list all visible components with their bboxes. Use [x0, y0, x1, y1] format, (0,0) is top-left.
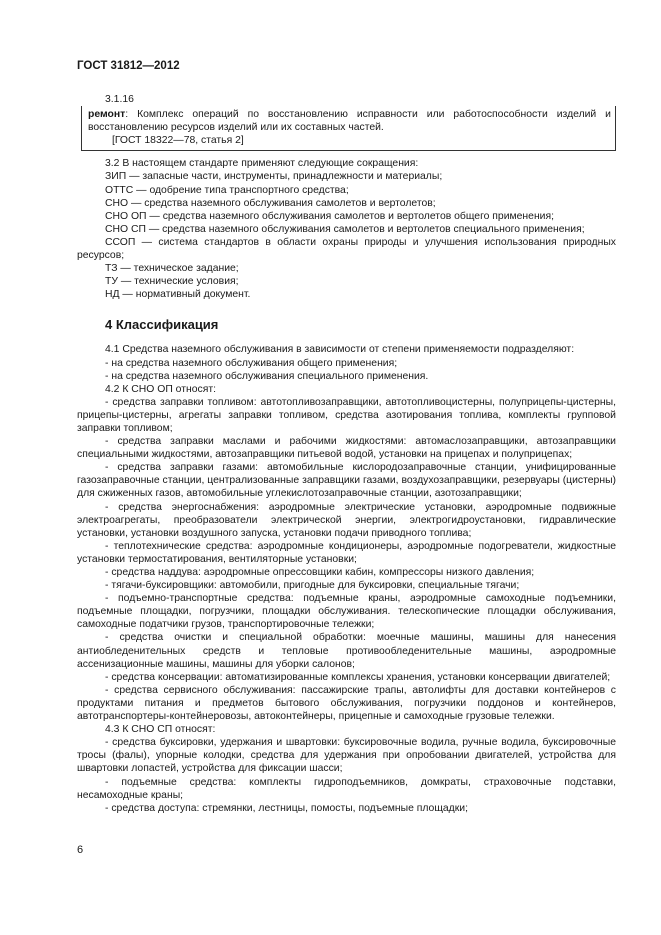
abbreviation-item: ССОП — система стандартов в области охраны природы и улучшения использования природных ресурсов;	[77, 236, 616, 262]
list-item: - средства очистки и специальной обработки: моечные машины, машины для нанесения антиобледенительных средств и тепловые противообледенительные машины, аэродромные ассенизационные машины, машины для уборки салонов;	[77, 632, 616, 670]
list-item: - подъемные средства: комплекты гидроподъемников, домкраты, страховочные подставки, несамоходные краны;	[77, 776, 616, 801]
abbreviation-item: ЗИП — запасные части, инструменты, принадлежности и материалы;	[105, 171, 443, 183]
list-item: - средства сервисного обслуживания: пассажирские трапы, автолифты для доставки контейнеров с продуктами питания и предметов бытового обслуживания, погрузчики поддонов и контейнеров, автотранспортеры-контейнеровозы, автоконтейнеры, прицепные и самоходные грузовые тележки.	[77, 684, 616, 723]
clause-4-1-list	[77, 357, 616, 383]
list-item: - средства буксировки, удержания и швартовки: буксировочные водила, ручные водила, буксировочные тросы (фалы), упорные колодки, средства для удержания при опробовании двигателей, устройства для швартовки лопастей, устройства для фиксации шасси;	[77, 737, 616, 775]
clause-4-2: 4.2 К СНО ОП относят:	[105, 383, 216, 395]
term-definition-text: : Комплекс операций по восстановлению исправности или работоспособности изделий и восстановлению ресурсов изделий или их составных частей.	[88, 109, 611, 134]
list-item: - подъемно-транспортные средства: подъемные краны, аэродромные самоходные подъемники, подъемные площадки, погрузчики, площадки обслуживания. телескопические площадки обслуживания, самоходные податчики грузов, транспортировочные тележки;	[77, 593, 616, 631]
list-item: - средства доступа: стремянки, лестницы, помосты, подъемные площадки;	[105, 802, 468, 814]
list-item: - на средства наземного обслуживания специального применения.	[105, 370, 429, 382]
abbreviation-item: СНО ОП — средства наземного обслуживания самолетов и вертолетов общего применения;	[105, 210, 554, 222]
abbreviation-item: НД — нормативный документ.	[105, 289, 251, 301]
term-definition-box	[81, 106, 616, 151]
clause-4-1: 4.1 Средства наземного обслуживания в зависимости от степени применяемости подразделяют:	[105, 344, 575, 356]
document-header: ГОСТ 31812—2012	[77, 60, 180, 72]
clause-4-3: 4.3 К СНО СП относят:	[105, 724, 216, 736]
page-content	[77, 93, 616, 815]
term-definition	[88, 108, 611, 134]
term-reference: [ГОСТ 18322—78, статья 2]	[112, 135, 244, 147]
abbreviations-intro: 3.2 В настоящем стандарте применяют следующие сокращения:	[105, 158, 419, 170]
abbreviation-item: ТУ — технические условия;	[105, 276, 239, 288]
list-item: - тягачи-буксировщики: автомобили, пригодные для буксировки, специальные тягачи;	[105, 580, 520, 592]
clause-4-2-list	[77, 396, 616, 723]
abbreviation-item: СНО СП — средства наземного обслуживания самолетов и вертолетов специального применения;	[105, 223, 585, 235]
list-item: - средства заправки маслами и рабочими жидкостями: автомаслозаправщики, автозаправщики специальными жидкостями, автозаправщики питьевой водой, установки на прицепах и полуприцепах;	[77, 436, 616, 461]
abbreviation-item: ОТТС — одобрение типа транспортного средства;	[105, 184, 349, 196]
abbreviation-item: ТЗ — техническое задание;	[105, 263, 239, 275]
list-item: - средства заправки газами: автомобильные кислородозаправочные станции, унифицированные газозаправочные станции, централизованные заправщики газами, воздухозаправщики, резервуары (цистерны) для сжиженных газов, автомобильные углекислотозаправочные станции, азотозаправщики;	[77, 462, 616, 500]
list-item: - средства наддува: аэродромные опрессовщики кабин, компрессоры низкого давления;	[105, 567, 535, 578]
list-item: - средства консервации: автоматизированные комплексы хранения, установки консервации двигателей;	[105, 671, 611, 683]
page-number: 6	[77, 844, 84, 856]
term-name: ремонт	[88, 109, 126, 121]
list-item: - средства энергоснабжения: аэродромные электрические установки, аэродромные подвижные электроагрегаты, преобразователи электрической энергии, электрогидроустановки, гидравлические установки, установки воздушного запуска, установки подачи приводного топлива;	[77, 501, 616, 539]
abbreviation-item: СНО — средства наземного обслуживания самолетов и вертолетов;	[105, 197, 436, 209]
list-item: - на средства наземного обслуживания общего применения;	[105, 357, 398, 369]
term-number: 3.1.16	[105, 94, 134, 105]
list-item: - теплотехнические средства: аэродромные кондиционеры, аэродромные подогреватели, жидкостные установки термостатирования, вентиляторные установки;	[77, 540, 616, 565]
section-heading: 4 Классификация	[105, 317, 219, 333]
list-item: - средства заправки топливом: автотопливозаправщики, автотопливоцистерны, полуприцепы-цистерны, прицепы-цистерны, агрегаты заправки топливом, средства азотирования топлива, комплекты групповой заправки топливом;	[77, 396, 616, 434]
clause-4-3-list	[77, 736, 616, 815]
abbreviations-list	[77, 170, 616, 301]
